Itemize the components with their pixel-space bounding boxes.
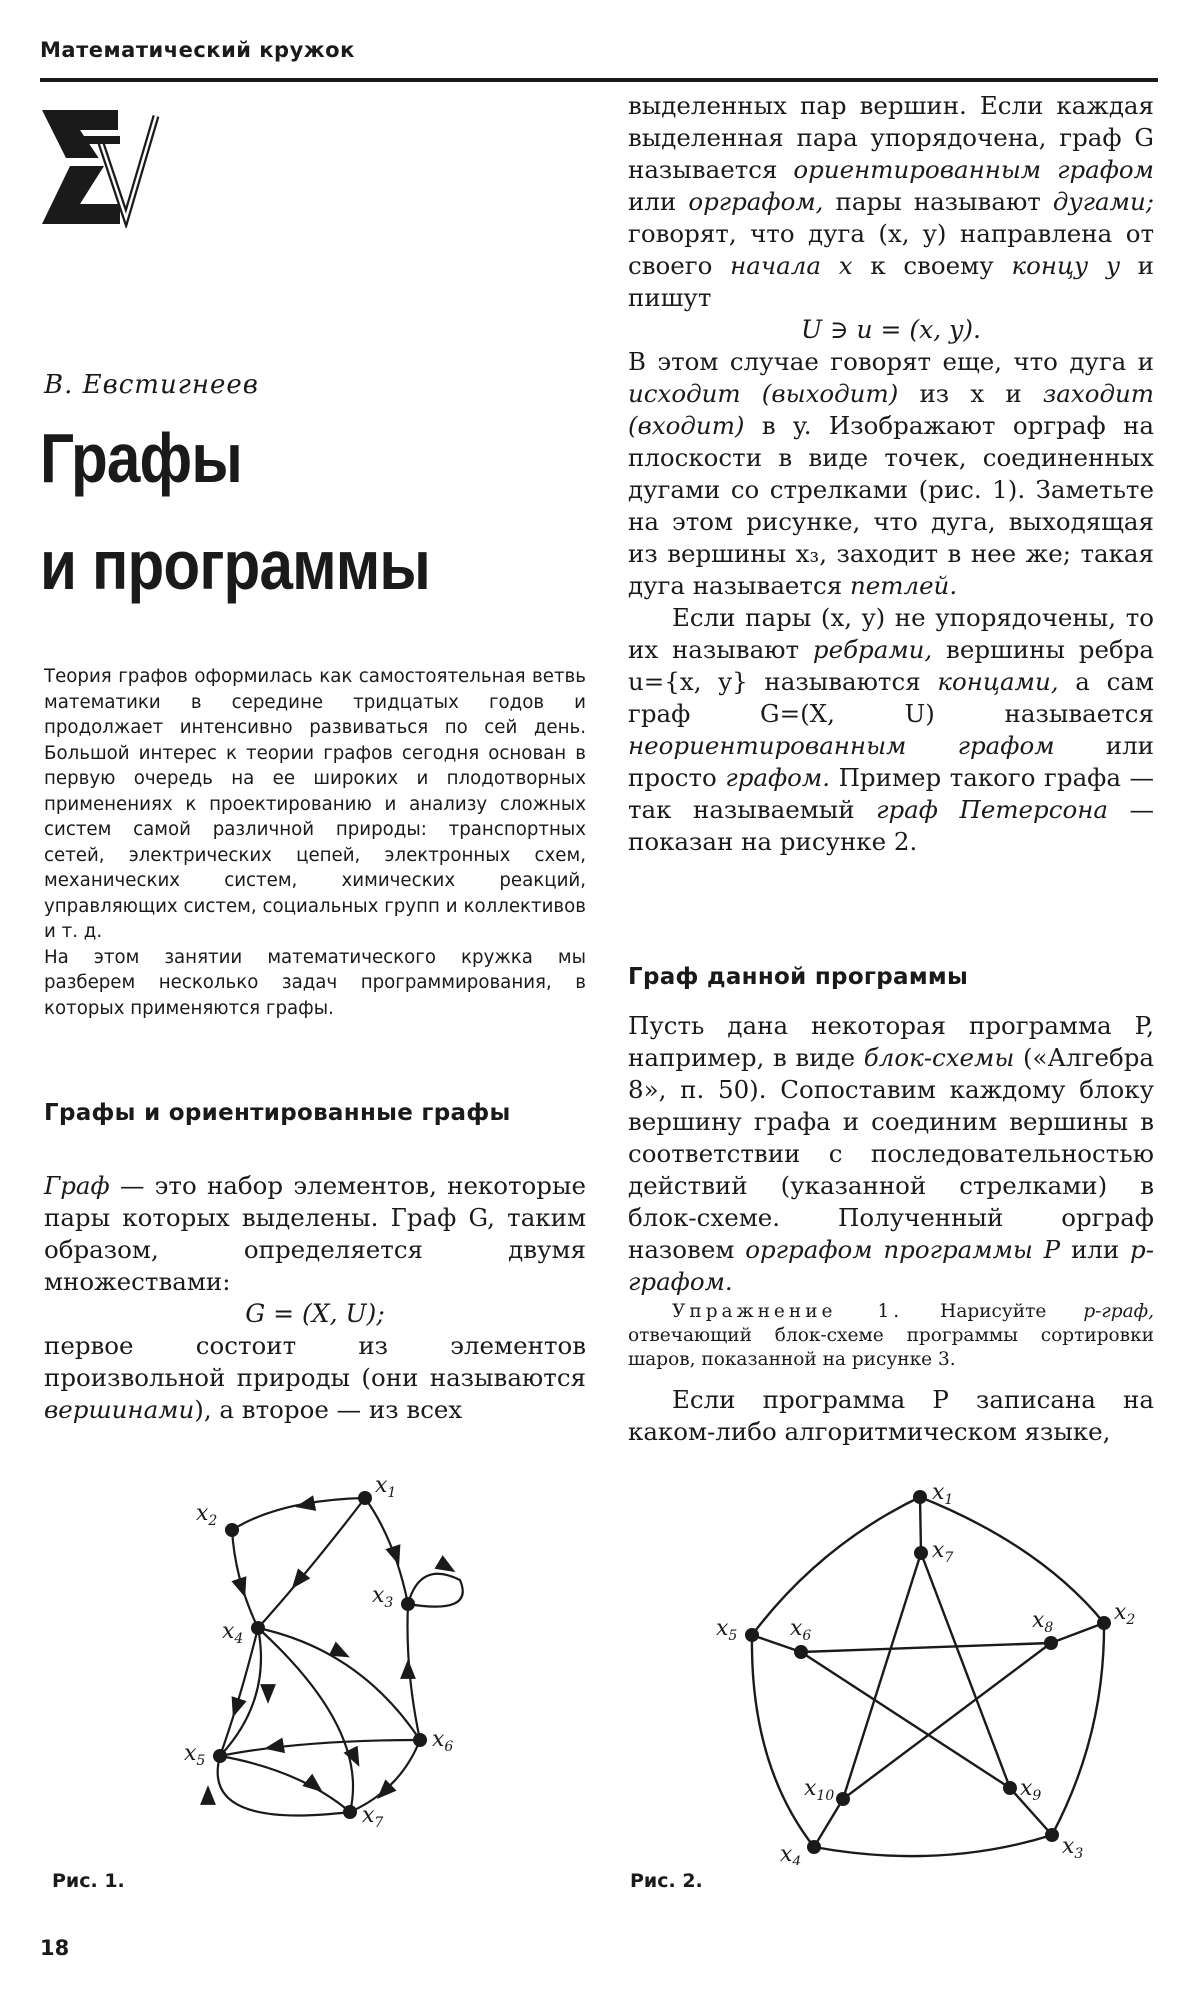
- term: начала x: [730, 251, 853, 280]
- text: первое состоит из элементов произвольной природы (они называются: [44, 1331, 586, 1392]
- label-x3: $x_3$: [1062, 1834, 1084, 1862]
- label-x4: $x_4$: [780, 1842, 802, 1865]
- arc-x6-x3: [408, 1604, 421, 1740]
- label-x8: $x_8$: [1032, 1608, 1054, 1636]
- paragraph: [44, 1330, 586, 1426]
- term: p-графом.: [628, 1235, 1154, 1296]
- term: концу y: [1011, 251, 1120, 280]
- text: или: [1060, 1235, 1131, 1264]
- label-x1: $x_1$: [375, 1473, 397, 1501]
- text: Нарисуйте: [903, 1301, 1084, 1322]
- vertex-x2: [225, 1523, 239, 1537]
- label-x5: $x_5$: [716, 1616, 738, 1644]
- title-line-2: и программы: [40, 526, 430, 604]
- title-line-1: Графы: [40, 419, 242, 497]
- paragraph: [628, 602, 1154, 858]
- label-x2: $x_2$: [196, 1501, 218, 1529]
- arc-x4-x6: [258, 1628, 420, 1740]
- figure-1-caption: Рис. 1.: [52, 1870, 125, 1892]
- text: к своему: [852, 251, 1012, 280]
- abstract-paragraph: На этом занятии математического кружка мы разберем несколько задач программирования, в которых применяются графы.: [44, 946, 586, 1019]
- label-x4: $x_4$: [222, 1619, 244, 1647]
- text: Пример такого графа — так называемый: [628, 763, 1154, 824]
- edge-x1-x7: [920, 1497, 921, 1553]
- edge-x6-x8: [801, 1643, 1051, 1652]
- label-x1: $x_1$: [932, 1480, 954, 1508]
- term: ориентированным графом: [793, 155, 1154, 184]
- vertex-x3: [1045, 1828, 1059, 1842]
- vertex-x6: [794, 1645, 808, 1659]
- section1-body: [44, 1170, 586, 1426]
- arc-x7-x5: [218, 1756, 350, 1816]
- vertex-x6: [413, 1733, 427, 1747]
- label-x6: $x_6$: [790, 1616, 812, 1644]
- arc-x6-x7: [350, 1740, 420, 1812]
- term: Граф: [44, 1171, 110, 1200]
- arc-x1-x4: [258, 1498, 365, 1628]
- term: графом.: [725, 763, 831, 792]
- text: В этом случае говорят еще, что дуга и: [628, 347, 1154, 376]
- vertex-x5: [213, 1749, 227, 1763]
- page-number: 18: [40, 1936, 70, 1960]
- term: ребрами,: [812, 635, 933, 664]
- text: — показан на рисунке 2.: [628, 795, 1154, 856]
- text: отвечающий блок-схеме программы сортировки шаров, показанной на рисунке 3.: [628, 1325, 1154, 1370]
- paragraph: [628, 346, 1154, 602]
- edge-x2-x3: [1052, 1623, 1104, 1835]
- arc-x2-x4: [232, 1530, 258, 1628]
- edge-x6-x9: [801, 1652, 1010, 1788]
- section-label: Математический кружок: [40, 38, 355, 62]
- edge-x4-x10: [814, 1799, 843, 1847]
- text: в y. Изображают орграф на плоскости в виде точек, соединенных дугами со стрелками (рис. 1). Заметьте на этом рисунке, что дуга, выходящая из вершины x₃, заходит в нее же; такая дуга называется: [628, 411, 1154, 600]
- loop-x3: [408, 1574, 463, 1607]
- arc-x5-x7: [220, 1756, 350, 1812]
- vertex-x7: [914, 1546, 928, 1560]
- edge-x4-x5: [752, 1635, 814, 1847]
- term: блок-схемы: [863, 1043, 1015, 1072]
- text: говорят, что дуга (x, y) направлена от своего: [628, 219, 1154, 280]
- term: орграфом программы P: [745, 1235, 1061, 1264]
- paragraph: [44, 1170, 586, 1298]
- vertex-x9: [1003, 1781, 1017, 1795]
- vertex-x1: [913, 1490, 927, 1504]
- term: концами,: [937, 667, 1059, 696]
- edge-x7-x10: [843, 1553, 921, 1799]
- arc-x6-x5: [220, 1740, 420, 1756]
- edge-x2-x8: [1051, 1623, 1104, 1643]
- author-name: В. Евстигнеев: [44, 370, 259, 400]
- paragraph: [628, 90, 1154, 314]
- text: пары называют: [823, 187, 1053, 216]
- paragraph: Если программа P записана на каком-либо алгоритмическом языке,: [628, 1385, 1154, 1446]
- text: из x и: [898, 379, 1043, 408]
- term: исходит (выходит): [628, 379, 899, 408]
- vertex-x1: [358, 1491, 372, 1505]
- figure-1-digraph: [180, 1470, 500, 1850]
- edge-x5-x1: [752, 1497, 920, 1635]
- text: вершины ребра u={x, y} называются: [628, 635, 1154, 696]
- text: («Алгебра 8», п. 50). Сопоставим каждому блоку вершину графа и соединим вершины в соответствии с последовательностью действий (указанной стрелками) в блок-схеме. Полученный орграф назовем: [628, 1043, 1154, 1264]
- term: петлей.: [849, 571, 958, 600]
- label-x7: $x_7$: [932, 1538, 954, 1566]
- arc-x4-x5: [220, 1628, 258, 1756]
- term: орграфом,: [688, 187, 824, 216]
- vertex-x7: [343, 1805, 357, 1819]
- label-x9: $x_9$: [1020, 1776, 1042, 1804]
- label-x3: $x_3$: [372, 1583, 394, 1611]
- text: или просто: [628, 731, 1154, 792]
- edge-x7-x9: [921, 1553, 1010, 1788]
- paragraph: [628, 1010, 1154, 1298]
- vertex-x4: [251, 1621, 265, 1635]
- vertex-x10: [836, 1792, 850, 1806]
- text: Если пары (x, y) не упорядочены, то их называют: [628, 603, 1154, 664]
- vertex-x5: [745, 1628, 759, 1642]
- text: а сам граф G=(X, U) называется: [628, 667, 1154, 728]
- term: заходит (входит): [628, 379, 1154, 440]
- label-x7: $x_7$: [362, 1803, 384, 1831]
- text: — это набор элементов, некоторые пары которых выделены. Граф G, таким образом, определяется двумя множествами:: [44, 1171, 586, 1296]
- label-x10: $x_{10}$: [804, 1776, 835, 1804]
- vertex-x8: [1044, 1636, 1058, 1650]
- text: ), а второе — из всех: [194, 1395, 463, 1424]
- term: неориентированным графом: [628, 731, 1055, 760]
- figure-2-caption: Рис. 2.: [630, 1870, 703, 1892]
- header-rule: [40, 78, 1158, 82]
- exercise-label: Упражнение 1.: [672, 1301, 904, 1322]
- vertex-x3: [401, 1597, 415, 1611]
- text: выделенных пар вершин. Если каждая выделенная пара упорядочена, граф G называется: [628, 91, 1154, 184]
- vertex-x4: [807, 1840, 821, 1854]
- edge-x3-x4: [814, 1835, 1052, 1856]
- right-column-body: [628, 90, 1154, 858]
- text: или: [628, 187, 689, 216]
- term: p-граф,: [1083, 1301, 1154, 1322]
- term: вершинами: [44, 1395, 195, 1424]
- arc-x4-x7: [258, 1628, 353, 1812]
- vertex-x2: [1097, 1616, 1111, 1630]
- text: и пишут: [628, 251, 1154, 312]
- term: граф Петерсона: [876, 795, 1108, 824]
- label-x2: $x_2$: [1114, 1600, 1136, 1628]
- exercise: [628, 1300, 1154, 1372]
- section-heading: Граф данной программы: [628, 964, 969, 990]
- term: дугами;: [1052, 187, 1154, 216]
- sigma-logo-icon: [40, 108, 160, 228]
- formula: G = (X, U);: [245, 1299, 385, 1328]
- label-x6: $x_6$: [432, 1727, 454, 1755]
- abstract: [44, 664, 586, 1021]
- text: Пусть дана некоторая программа P, например, в виде: [628, 1011, 1154, 1072]
- figure-2-petersen-graph: [680, 1475, 1140, 1865]
- formula: U ∋ u = (x, y).: [801, 315, 981, 344]
- section-heading: Графы и ориентированные графы: [44, 1100, 511, 1126]
- label-x5: $x_5$: [184, 1741, 206, 1769]
- abstract-paragraph: Теория графов оформилась как самостоятельная ветвь математики в середине тридцатых годов и продолжает интенсивно развиваться по сей день. Большой интерес к теории графов сегодня основан в первую очередь на ее широких и плодотворных применениях к проектированию и анализу сложных систем самой различной природы: транспортных сетей, электрических цепей, электронных схем, механических систем, химических реакций, управляющих систем, социальных групп и коллективов и т. д.: [44, 666, 586, 942]
- section2-body: [628, 1010, 1154, 1298]
